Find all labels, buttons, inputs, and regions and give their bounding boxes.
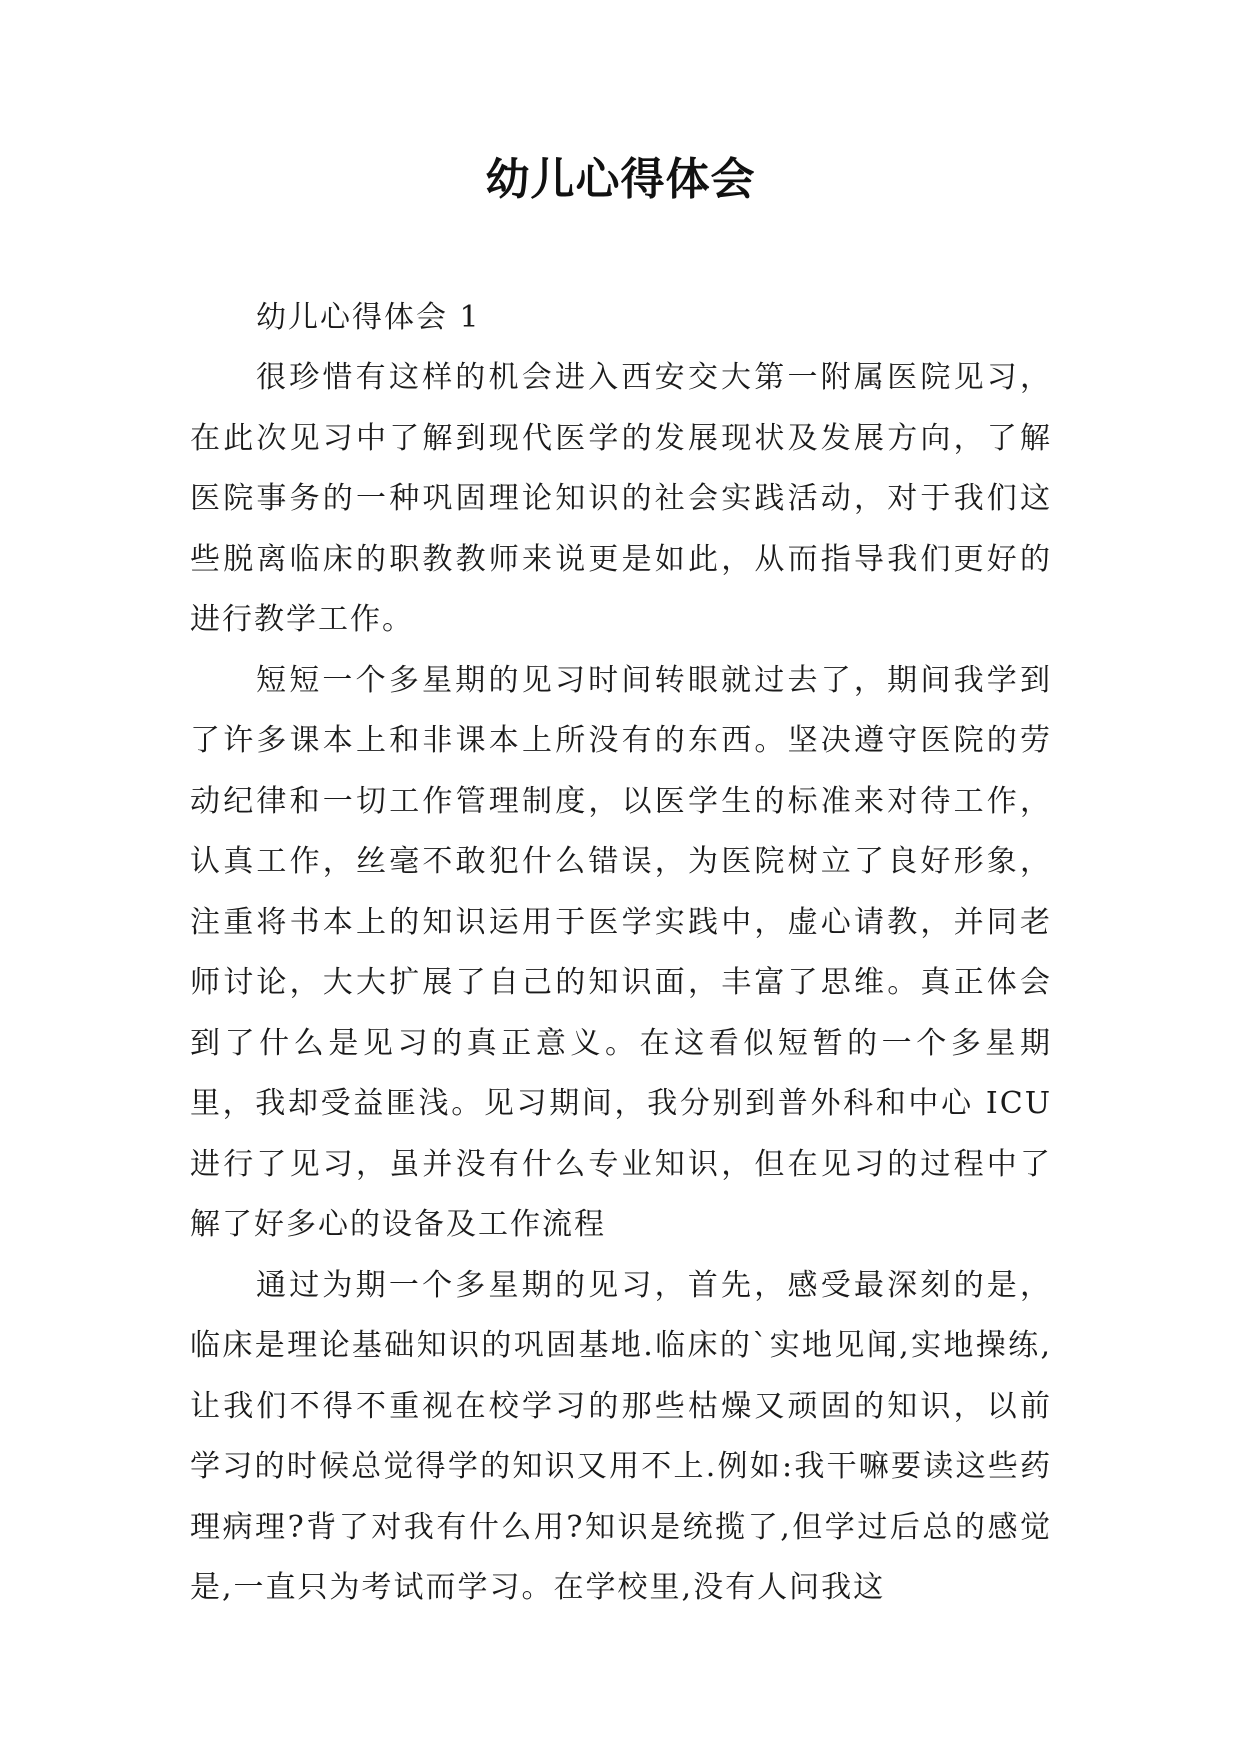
section-heading: 幼儿心得体会 1 (256, 300, 481, 335)
paragraph-2: 短短一个多星期的见习时间转眼就过去了，期间我学到了许多课本上和非课本上所没有的东西。坚决遵守医院的劳动纪律和一切工作管理制度，以医学生的标准来对待工作，认真工作，丝毫不敢犯什么错误，为医院树立了良好形象，注重将书本上的知识运用于医学实践中，虚心请教，并同老师讨论，大大扩展了自己的知识面，丰富了思维。真正体会到了什么是见习的真正意义。在这看似短暂的一个多星期里，我却受益匪浅。见习期间，我分别到普外科和中心 ICU 进行了见习，虽并没有什么专业知识，但在见习的过程中了解了好多心的设备及工作流程 (190, 662, 1052, 1242)
paragraph-3: 通过为期一个多星期的见习，首先，感受最深刻的是，临床是理论基础知识的巩固基地.临床的`实地见闻,实地操练,让我们不得不重视在校学习的那些枯燥又顽固的知识，以前学习的时候总觉得学的知识又用不上.例如:我干嘛要读这些药理病理?背了对我有什么用?知识是统揽了,但学过后总的感觉是,一直只为考试而学习。在学校里,没有人问我这 (190, 1267, 1052, 1605)
document-title: 幼儿心得体会 (485, 154, 756, 205)
paragraph-1: 很珍惜有这样的机会进入西安交大第一附属医院见习，在此次见习中了解到现代医学的发展现状及发展方向，了解医院事务的一种巩固理论知识的社会实践活动，对于我们这些脱离临床的职教教师来说更是如此，从而指导我们更好的进行教学工作。 (190, 360, 1052, 637)
document-body (190, 288, 1052, 1619)
